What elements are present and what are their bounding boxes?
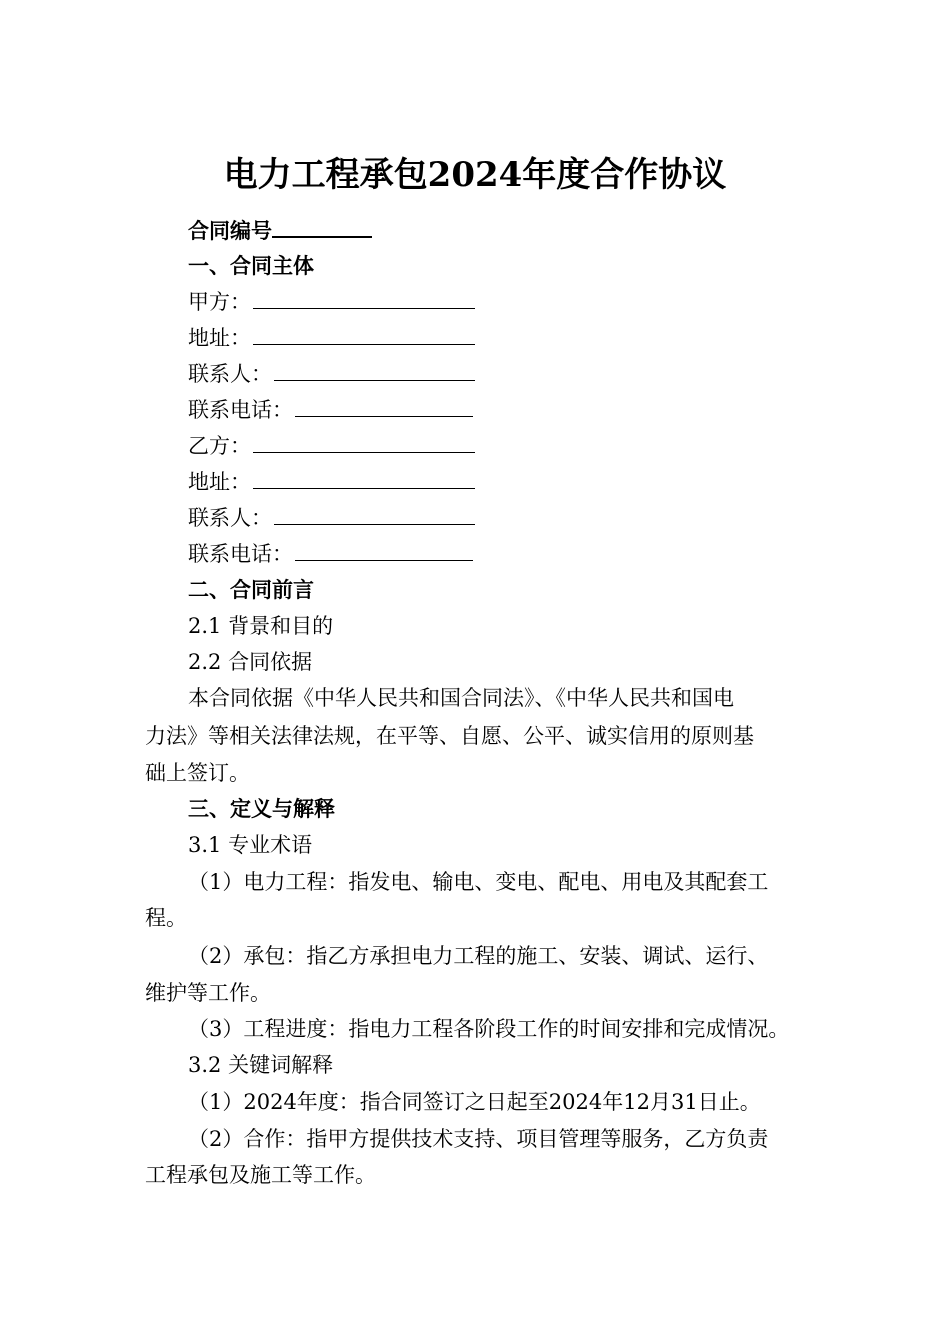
party-a-contact-blank	[274, 356, 475, 381]
party-b-contact-blank	[274, 500, 475, 525]
party-a-address-label: 地址：	[188, 326, 251, 350]
party-a-contact-label: 联系人：	[188, 362, 272, 386]
party-a-phone-line	[188, 392, 473, 428]
item-3-2: 3.2 关键词解释	[188, 1053, 334, 1077]
contract-number-blank	[272, 212, 372, 238]
keyword-1-line-1: （1）2024年度：指合同签订之日起至2024年12月31日止。	[188, 1090, 761, 1114]
party-a-blank	[253, 284, 475, 309]
party-a-contact-line	[188, 356, 475, 392]
term-1-line-1: （1）电力工程：指发电、输电、变电、配电、用电及其配套工	[188, 870, 769, 894]
section-2-heading: 二、合同前言	[188, 577, 314, 602]
party-b-contact-line	[188, 500, 475, 536]
paragraph-line-1: 本合同依据《中华人民共和国合同法》、《中华人民共和国电	[188, 686, 734, 710]
party-a-phone-blank	[295, 392, 473, 417]
party-a-line	[188, 284, 475, 320]
section-1-heading: 一、合同主体	[188, 253, 314, 278]
party-b-blank	[253, 428, 475, 453]
party-a-label: 甲方：	[188, 290, 251, 314]
section-3-heading: 三、定义与解释	[188, 796, 335, 821]
party-b-contact-label: 联系人：	[188, 506, 272, 530]
contract-number-label: 合同编号	[188, 218, 272, 243]
party-b-address-line	[188, 464, 475, 500]
document-title: 电力工程承包2024年度合作协议	[223, 155, 727, 195]
keyword-2-line-1: （2）合作：指甲方提供技术支持、项目管理等服务，乙方负责	[188, 1127, 769, 1151]
party-b-label: 乙方：	[188, 434, 251, 458]
party-b-phone-blank	[295, 536, 473, 561]
term-2-line-2: 维护等工作。	[145, 981, 271, 1005]
party-b-phone-label: 联系电话：	[188, 542, 293, 566]
term-2-line-1: （2）承包：指乙方承担电力工程的施工、安装、调试、运行、	[188, 944, 769, 968]
party-b-line	[188, 428, 475, 464]
party-b-address-blank	[253, 464, 475, 489]
term-3-line-1: （3）工程进度：指电力工程各阶段工作的时间安排和完成情况。	[188, 1017, 790, 1041]
paragraph-line-3: 础上签订。	[145, 761, 250, 785]
term-1-line-2: 程。	[145, 906, 187, 930]
keyword-2-line-2: 工程承包及施工等工作。	[145, 1163, 376, 1187]
party-b-phone-line	[188, 536, 473, 572]
paragraph-line-2: 力法》等相关法律法规，在平等、自愿、公平、诚实信用的原则基	[145, 724, 754, 748]
party-a-phone-label: 联系电话：	[188, 398, 293, 422]
party-a-address-line	[188, 320, 475, 356]
contract-number-line	[188, 212, 372, 248]
party-a-address-blank	[253, 320, 475, 345]
item-3-1: 3.1 专业术语	[188, 833, 313, 857]
item-2-2: 2.2 合同依据	[188, 650, 313, 674]
item-2-1: 2.1 背景和目的	[188, 614, 334, 638]
party-b-address-label: 地址：	[188, 470, 251, 494]
